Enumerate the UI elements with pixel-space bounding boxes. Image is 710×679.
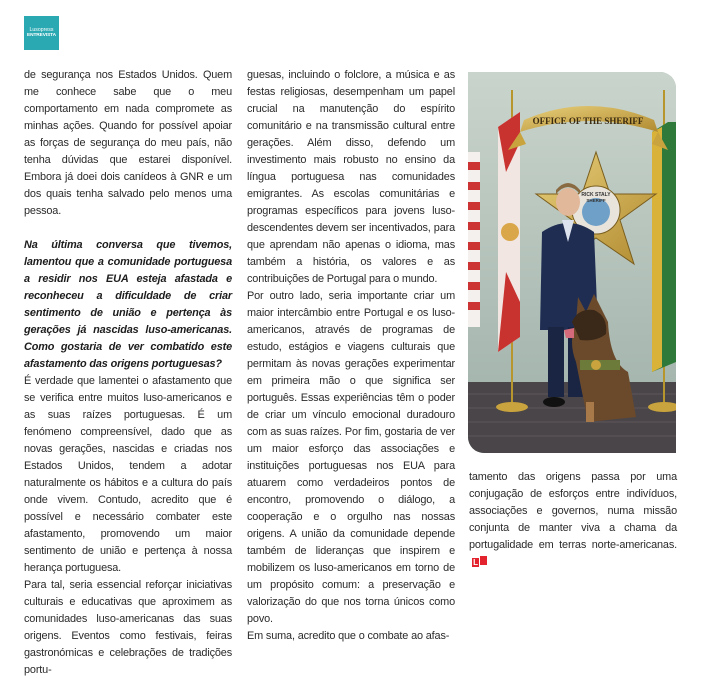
answer-paragraph: Por outro lado, seria importante criar um maior intercâmbio entre Portugal e os luso-americanos, através de programas de estudo, estágios e viagens culturais que permitam às novas gerações experimentar em primeira mão o que significa ser português. Essas experiências têm o poder de criar um vínculo emocional duradouro com as suas raízes. Por fim, gostaria de ver um maior esforço das associações e instituições portuguesas nos EUA para atuarem como verdadeiros pontos de encontro, promovendo o diálogo, a cooperação e o orgulho nas nossas origens. A união da comunidade depende também de lideranças que inspirem e mobilizem os luso-americanos em torno de um propósito comum: a preservação e valorização do que nos torna únicos como povo. xyxy=(247,290,455,625)
badge-text-top: RICK STALY xyxy=(581,192,611,198)
closing-text: tamento das origens passa por uma conjugação de esforços entre indivíduos, associações e governos, numa missão conjunta de manter viva a chama da portugalidade em terras norte-americanas. xyxy=(469,471,677,551)
badge-section: ENTREVISTA xyxy=(26,33,57,39)
end-of-article-icon xyxy=(472,554,488,571)
lusopress-entrevista-badge xyxy=(24,16,59,50)
sign-text: OFFICE OF THE SHERIFF xyxy=(532,116,644,126)
answer-paragraph: de segurança nos Estados Unidos. Quem me conhece sabe que o meu comportamento em nada compromete as minhas ações. Quando for possível apoiar as forças de segurança do meu país, não tenha dúvidas que estarei disponível. Embora já doei dois canídeos à GNR e um dos quais tenha salvado pelo menos uma pessoa. xyxy=(24,69,232,217)
answer-paragraph xyxy=(469,469,677,571)
answer-paragraph: guesas, incluindo o folclore, a música e as festas religiosas, desempenham um papel crucial na manutenção do espírito comunitário e na transmissão cultural entre gerações. Além disso, defendo um investimento mais robusto no ensino da língua portuguesa nas comunidades emigrantes. As escolas comunitárias e programas específicos para jovens luso-descendentes devem ser incentivados, para que aprendam não apenas o idioma, mas também a história, os valores e as contribuições de Portugal para o mundo. xyxy=(247,69,455,285)
badge-brand: Lusopress xyxy=(29,26,54,33)
article-column-3 xyxy=(469,469,677,571)
county-flag xyxy=(648,90,676,412)
article-column-2 xyxy=(247,67,455,645)
interview-question: Na última conversa que tivemos, lamentou que a comunidade portuguesa a residir nos EUA esteja afastada e reconheceu a dificuldade de criar sentimento de união e pertença às gerações já nascidas luso-americanas. Como gostaria de ver combatido este afastamento das origens portuguesas? xyxy=(24,239,232,370)
answer-paragraph: É verdade que lamentei o afastamento que se verifica entre muitos luso-americanos e as suas raízes portuguesas. É um fenómeno compreensível, dado que as novas gerações, nascidas e criadas nos Estados Unidos, tendem a adotar naturalmente os hábitos e a cultura do país onde vivem. Contudo, acredito que é possível e necessário combater este afastamento, promovendo um maior sentimento de união e pertença à nossa herança portuguesa. xyxy=(24,375,232,574)
answer-paragraph: Para tal, seria essencial reforçar iniciativas culturais e educativas que aproximem as comunidades luso-americanas das suas origens. Eventos como festivais, feiras gastronómicas e celebrações de tradições portu- xyxy=(24,579,232,676)
sheriff-office-photo xyxy=(468,72,676,453)
badge-text-mid: SHERIFF xyxy=(586,198,606,203)
end-mark-letter: L xyxy=(473,558,478,567)
article-photo xyxy=(468,72,676,453)
us-flag xyxy=(468,152,480,327)
article-column-1 xyxy=(24,67,232,679)
answer-paragraph: Em suma, acredito que o combate ao afas- xyxy=(247,630,450,642)
